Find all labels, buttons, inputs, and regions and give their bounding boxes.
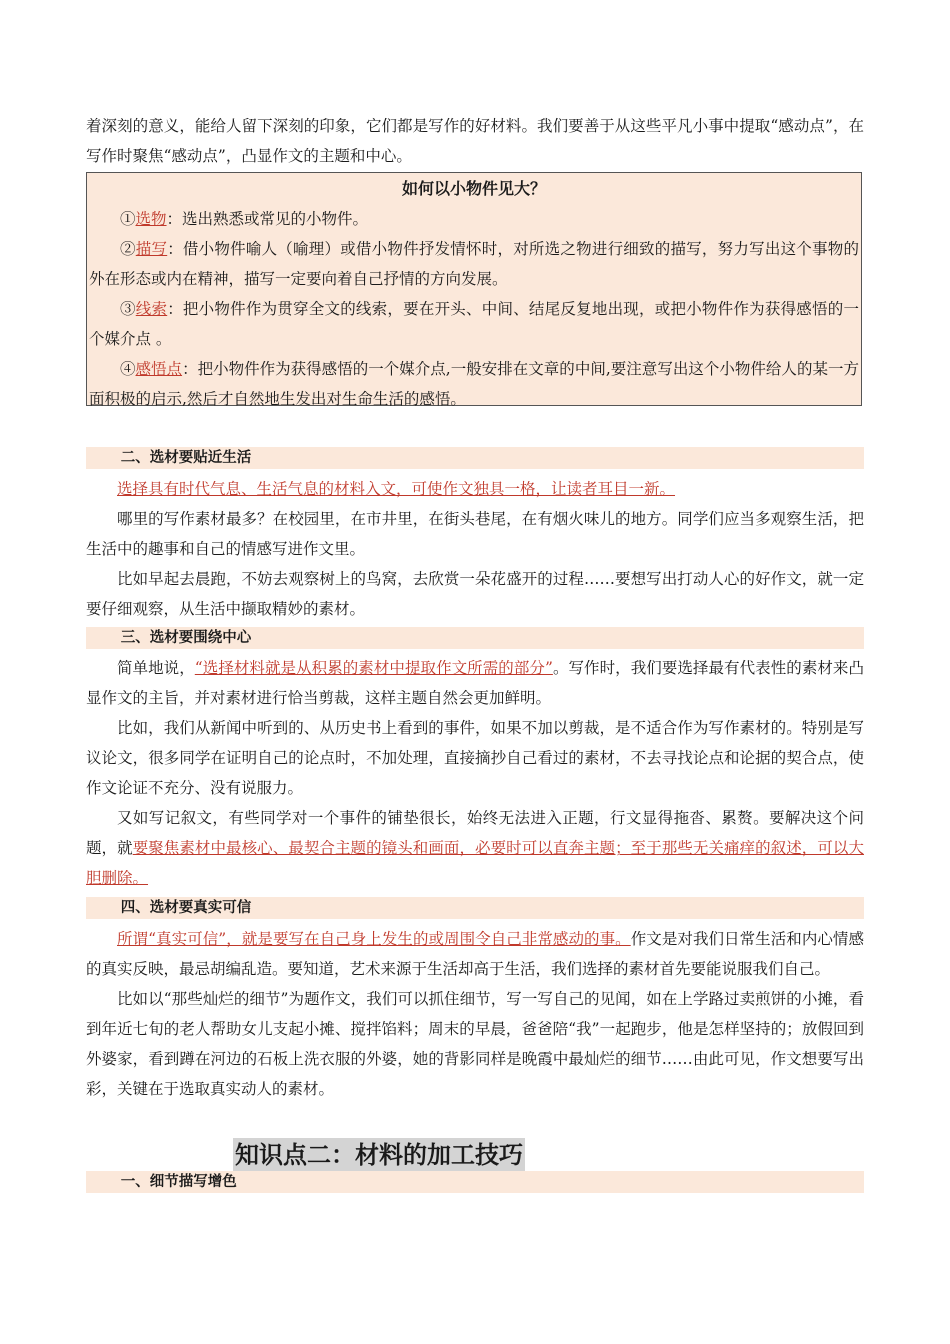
- tip-key: 线索: [135, 300, 168, 318]
- tip-item-1: ①选物：选出熟悉或常见的小物件。: [120, 210, 369, 228]
- knowledge-point-title: 知识点二：材料的加工技巧: [233, 1138, 525, 1172]
- tip-key: 描写: [135, 240, 168, 258]
- tip-key: 选物: [135, 210, 167, 228]
- section-heading-2: 二、选材要贴近生活: [86, 447, 864, 469]
- intro-paragraph: 着深刻的意义，能给人留下深刻的印象，它们都是写作的好材料。我们要善于从这些平凡小事中提取“感动点”，在写作时聚焦“感动点”，凸显作文的主题和中心。: [86, 117, 864, 165]
- section-2-paragraph-2: 比如早起去晨跑，不妨去观察树上的鸟窝，去欣赏一朵花盛开的过程……要想写出打动人心的好作文，就一定要仔细观察，从生活中撷取精妙的素材。: [86, 570, 864, 618]
- section-4-body: [86, 924, 864, 1104]
- section-3-paragraph-1: 简单地说，“选择材料就是从积累的素材中提取作文所需的部分”。写作时，我们要选择最有代表性的素材来凸显作文的主旨，并对素材进行恰当剪裁，这样主题自然会更加鲜明。: [86, 659, 864, 707]
- section-heading-4: 四、选材要真实可信: [86, 897, 864, 919]
- section-3-paragraph-2: 比如，我们从新闻中听到的、从历史书上看到的事件，如果不加以剪裁，是不适合作为写作素材的。特别是写议论文，很多同学在证明自己的论点时，不加处理，直接摘抄自己看过的素材，不去寻找论点和论据的契合点，使作文论证不充分、没有说服力。: [86, 719, 864, 797]
- intro-block: [86, 111, 864, 171]
- tip-key: 感悟点: [135, 360, 183, 378]
- section-4-paragraph-1: 所谓“真实可信”，就是要写在自己身上发生的或周围令自己非常感动的事。作文是对我们日常生活和内心情感的真实反映，最忌胡编乱造。要知道，艺术来源于生活却高于生活，我们选择的素材首先要能说服我们自己。: [86, 930, 864, 978]
- section-2-highlight: 选择具有时代气息、生活气息的材料入文，可使作文独具一格，让读者耳目一新。: [117, 480, 676, 498]
- section-4-paragraph-2: 比如以“那些灿烂的细节”为题作文，我们可以抓住细节，写一写自己的见闻，如在上学路过卖煎饼的小摊，看到年近七旬的老人帮助女儿支起小摊、搅拌馅料；周末的早晨，爸爸陪“我”一起跑步，他是怎样坚持的；放假回到外婆家，看到蹲在河边的石板上洗衣服的外婆，她的背影同样是晚霞中最灿烂的细节……由此可见，作文想要写出彩，关键在于选取真实动人的素材。: [86, 990, 864, 1098]
- section-3-body: [86, 653, 864, 893]
- section-2-body: [86, 474, 864, 624]
- tip-box: [86, 172, 862, 406]
- subsection-heading-detail: 一、细节描写增色: [86, 1171, 864, 1193]
- tip-item-4: ④感悟点：把小物件作为获得感悟的一个媒介点,一般安排在文章的中间,要注意写出这个小物件给人的某一方面积极的启示,然后才自然地生发出对生命生活的感悟。: [89, 360, 859, 408]
- tip-box-title: 如何以小物件见大？: [401, 179, 546, 198]
- tip-item-2: ②描写：借小物件喻人（喻理）或借小物件抒发情怀时，对所选之物进行细致的描写，努力写出这个事物的外在形态或内在精神，描写一定要向着自己抒情的方向发展。: [89, 240, 859, 288]
- section-2-paragraph-1: 哪里的写作素材最多？在校园里，在市井里，在街头巷尾，在有烟火味儿的地方。同学们应当多观察生活，把生活中的趣事和自己的情感写进作文里。: [86, 510, 864, 558]
- tip-item-3: ③线索：把小物件作为贯穿全文的线索，要在开头、中间、结尾反复地出现，或把小物件作为获得感悟的一个媒介点 。: [89, 300, 859, 348]
- section-3-paragraph-3: 又如写记叙文，有些同学对一个事件的铺垫很长，始终无法进入正题，行文显得拖沓、累赘。要解决这个问题，就要聚焦素材中最核心、最契合主题的镜头和画面，必要时可以直奔主题；至于那些无关痛痒的叙述，可以大胆删除。: [86, 809, 864, 887]
- section-heading-3: 三、选材要围绕中心: [86, 627, 864, 649]
